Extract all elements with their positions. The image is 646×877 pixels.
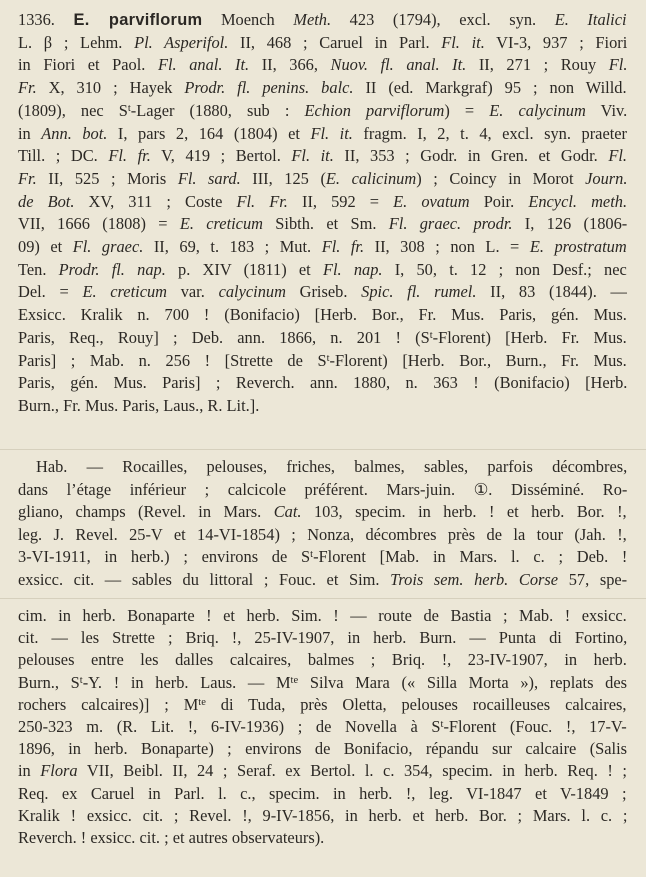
text-run: Journ. <box>585 168 628 188</box>
text-run: -Y. ! in herb. Laus. — M <box>82 672 291 692</box>
text-run: I, 126 (1806- <box>512 214 628 234</box>
text-run: Req. ex Caruel in Parl. l. c., specim. in herb. !, leg. VI-1847 et V-1849 ; <box>18 783 627 803</box>
text-run: fragm. I, 2, t. 4, excl. syn. praeter <box>352 123 628 143</box>
text-run: Exsicc. Kralik n. 700 ! (Bonifacio) [Herb. Bor., Fr. Mus. Paris, gén. Mus. <box>18 305 627 325</box>
text-run: E. ovatum <box>393 191 470 211</box>
text-run: Prodr. fl. penins. balc. <box>184 78 354 98</box>
text-run: 1896, in herb. Bonaparte) ; environs de Bonifacio, répandu sur calcaire (Salis <box>18 739 628 759</box>
text-run: Fl. sard. <box>177 168 241 188</box>
text-run: Burn., S <box>18 672 80 692</box>
text-run: -Lager (1880, sub : <box>130 100 305 120</box>
text-run: var. <box>167 282 219 302</box>
text-run: t <box>326 352 330 364</box>
text-run: leg. J. Revel. 25-V et 14-VI-1854) ; Nonza, décombres près de la tour (Jah. !, <box>18 524 627 544</box>
text-run: Viv. <box>585 100 628 120</box>
text-run: II, 308 ; non L. = <box>364 237 530 256</box>
text-run: exsicc. cit. — sables du littoral ; Fouc. et Sim. <box>18 569 391 589</box>
text-run: Del. = <box>18 282 83 302</box>
text-run: Fl. nap. <box>322 259 383 279</box>
text-run: Flora <box>40 761 78 781</box>
entry-paragraph-line <box>18 259 627 281</box>
text-run: Pl. Asperifol. <box>134 32 229 52</box>
text-run: V, 419 ; Bertol. <box>150 146 292 166</box>
text-run: Trois sem. herb. Corse <box>390 569 559 589</box>
text-run: ) ; Coincy in Morot <box>416 168 586 188</box>
text-run: Fl. anal. It. <box>157 55 250 75</box>
text-run: t <box>79 674 83 686</box>
locality-paragraph-line <box>18 627 627 649</box>
text-run: ) = <box>444 100 490 120</box>
text-run: Poir. <box>469 191 529 211</box>
locality-paragraph-line <box>18 605 627 627</box>
text-run: Paris] ; Mab. n. 256 ! [Strette de S <box>18 350 327 370</box>
entry-paragraph-line <box>18 168 627 190</box>
text-run: gliano, champs (Revel. in Mars. <box>18 502 274 521</box>
text-run: di Tuda, près Oletta, pelouses rocailleuses calcaires, <box>205 694 627 714</box>
text-run: II, 468 ; Caruel in Parl. <box>228 32 442 52</box>
text-run: Fl. <box>608 55 628 75</box>
text-run: Fl. Fr. <box>236 191 288 211</box>
text-run: rochers calcaires)] ; M <box>18 694 199 714</box>
text-run: Paris, gén. Mus. Paris] ; Reverch. ann. 1880, n. 363 ! (Bonifacio) [Herb. <box>18 373 628 393</box>
column-separator <box>0 598 646 599</box>
text-run: Moench <box>202 10 294 29</box>
entry-paragraph-line <box>18 281 627 303</box>
entry-paragraph-line <box>18 395 259 417</box>
text-run: E. prostratum <box>529 237 627 256</box>
habitat-paragraph-line <box>18 479 627 501</box>
text-run: Fl. graec. prodr. <box>388 214 513 234</box>
text-run: 250-323 m. (R. Lit. !, 6-IV-1936) ; de Novella à S <box>18 717 441 736</box>
text-run: Cat. <box>273 502 302 521</box>
text-run: Fl. fr. <box>108 146 151 166</box>
text-run: II, 366, <box>249 55 331 75</box>
text-run: Kralik ! exsicc. cit. ; Revel. !, 9-IV-1856, in herb. et herb. Bor. ; Mars. l. c. ; <box>18 805 628 825</box>
text-run: t <box>440 719 444 730</box>
habitat-paragraph-line <box>18 501 627 523</box>
text-run: E. parviflorum <box>73 11 203 29</box>
text-run: VI-3, 937 ; Fiori <box>484 32 628 52</box>
locality-paragraph-line <box>18 694 627 716</box>
text-run: Fl. fr. <box>321 237 365 256</box>
text-run: in Fiori et Paol. <box>18 55 158 75</box>
entry-paragraph-line <box>18 54 627 76</box>
text-run: Griseb. <box>285 282 362 302</box>
text-run: Prodr. fl. nap. <box>58 259 166 279</box>
text-run: I, pars 2, 164 (1804) et <box>107 123 311 143</box>
text-run: II, 69, t. 183 ; Mut. <box>143 237 322 256</box>
locality-paragraph-line <box>18 805 627 827</box>
text-run: I, 50, t. 12 ; non Desf.; nec <box>382 259 627 279</box>
text-run: Fr. <box>18 168 37 188</box>
locality-paragraph-line <box>18 716 627 738</box>
text-run: E. calycinum <box>489 100 586 120</box>
entry-paragraph-line <box>18 304 627 326</box>
text-run: Nuov. fl. anal. It. <box>330 55 467 75</box>
text-run: II, 271 ; Rouy <box>466 55 609 75</box>
text-run: Hab. — Rocailles, pelouses, friches, balmes, sables, parfois décombres, <box>36 457 628 476</box>
text-run: II, 83 (1844). — <box>476 282 627 302</box>
text-run: Till. ; DC. <box>18 146 109 166</box>
text-run: E. creticum <box>179 214 263 234</box>
text-run: Fl. <box>608 146 628 166</box>
text-run: 57, spe- <box>558 569 628 589</box>
entry-paragraph-line <box>18 77 627 99</box>
entry-paragraph-line <box>18 100 627 122</box>
text-run: in <box>18 123 42 143</box>
text-run: E. Italici <box>554 10 627 29</box>
text-run: 103, specim. in herb. ! et herb. Bor. !, <box>301 502 627 521</box>
text-run: (1809), nec S <box>18 100 128 120</box>
text-run: Fl. it. <box>441 32 485 52</box>
entry-paragraph-line <box>18 372 627 394</box>
text-run: E. creticum <box>82 282 167 302</box>
locality-paragraph-line <box>18 760 627 782</box>
locality-paragraph-line <box>18 738 627 760</box>
habitat-paragraph-line <box>18 546 627 568</box>
text-run: Sibth. et Sm. <box>263 214 389 234</box>
text-run: VII, Beibl. II, 24 ; Seraf. ex Bertol. l. c. 354, specim. in herb. Req. ! ; <box>77 761 627 781</box>
text-run: -Florent) [Herb. Bor., Burn., Fr. Mus. <box>329 350 627 370</box>
text-run: Reverch. ! exsicc. cit. ; et autres observateurs). <box>18 828 325 847</box>
habitat-paragraph-line <box>18 569 627 591</box>
text-run: Meth. <box>293 10 332 29</box>
entry-paragraph-line <box>18 191 627 213</box>
text-run: 423 (1794), excl. syn. <box>331 10 555 29</box>
text-run: pelouses entre les dalles calcaires, balmes ; Briq. !, 23-IV-1907, in herb. <box>18 650 627 670</box>
text-run: te <box>198 696 206 708</box>
text-run: Fl. graec. <box>72 237 144 256</box>
text-run: L. β ; Lehm. <box>18 32 135 52</box>
entry-paragraph-line <box>18 123 627 145</box>
text-run: E. calicinum <box>325 168 417 188</box>
text-run: II, 592 = <box>287 191 394 211</box>
text-run: -Florent [Mab. in Mars. l. c. ; Deb. ! <box>313 547 628 566</box>
text-run: 09) et <box>18 237 73 256</box>
text-run: Fr. <box>18 78 37 98</box>
text-run: VII, 1666 (1808) = <box>18 214 180 234</box>
text-run: Ten. <box>18 259 59 279</box>
text-run: XV, 311 ; Coste <box>74 191 237 211</box>
text-run: dans l’étage inférieur ; calcicole préférent. Mars-juin. ①. Disséminé. Ro- <box>18 479 628 499</box>
habitat-paragraph-line <box>36 456 627 478</box>
text-run: p. XIV (1811) et <box>165 259 323 279</box>
text-run: Silva Mara (« Silla Morta »), replats des <box>298 672 628 692</box>
text-run: cim. in herb. Bonaparte ! et herb. Sim. ! — route de Bastia ; Mab. ! exsicc. <box>18 606 627 625</box>
text-run: t <box>127 102 131 114</box>
locality-paragraph-line <box>18 827 324 849</box>
text-run: 1336. <box>18 10 74 29</box>
habitat-paragraph-line <box>18 524 627 546</box>
text-run: II, 353 ; Godr. in Gren. et Godr. <box>333 146 609 166</box>
text-run: t <box>310 549 314 560</box>
text-run: Fl. it. <box>310 123 353 143</box>
text-run: -Florent) [Herb. Fr. Mus. <box>432 327 627 347</box>
text-run: 3-VI-1911, in herb.) ; environs de S <box>18 547 311 566</box>
text-run: t <box>429 329 433 341</box>
text-run: X, 310 ; Hayek <box>36 78 185 98</box>
entry-paragraph-line <box>18 145 627 167</box>
text-run: II (ed. Markgraf) 95 ; non Willd. <box>353 78 627 98</box>
text-run: Echion parviflorum <box>304 100 445 120</box>
column-separator <box>0 449 646 450</box>
text-run: II, 525 ; Moris <box>36 168 178 188</box>
text-run: Spic. fl. rumel. <box>361 282 477 302</box>
text-run: in <box>18 761 41 781</box>
entry-paragraph-line <box>18 213 627 235</box>
locality-paragraph-line <box>18 649 627 671</box>
text-run: III, 125 ( <box>240 168 326 188</box>
text-run: Paris, Req., Rouy] ; Deb. ann. 1866, n. 201 ! (S <box>18 327 430 347</box>
text-run: -Florent (Fouc. !, 17-V- <box>443 717 627 736</box>
text-run: calycinum <box>218 282 286 302</box>
text-run: Burn., Fr. Mus. Paris, Laus., R. Lit.]. <box>18 395 260 415</box>
locality-paragraph-line <box>18 783 627 805</box>
text-run: de Bot. <box>18 191 75 211</box>
text-run: Ann. bot. <box>41 123 108 143</box>
text-run: te <box>290 674 299 686</box>
text-run: cit. — les Strette ; Briq. !, 25-IV-1907, in herb. Burn. — Punta di Fortino, <box>18 628 628 648</box>
entry-paragraph-line <box>18 9 627 31</box>
text-run: Encycl. meth. <box>528 191 628 211</box>
entry-paragraph-line <box>18 350 627 372</box>
locality-paragraph-line <box>18 672 627 694</box>
entry-paragraph-line <box>18 327 627 349</box>
entry-paragraph-line <box>18 236 627 258</box>
entry-paragraph-line <box>18 32 627 54</box>
text-run: Fl. it. <box>291 146 334 166</box>
